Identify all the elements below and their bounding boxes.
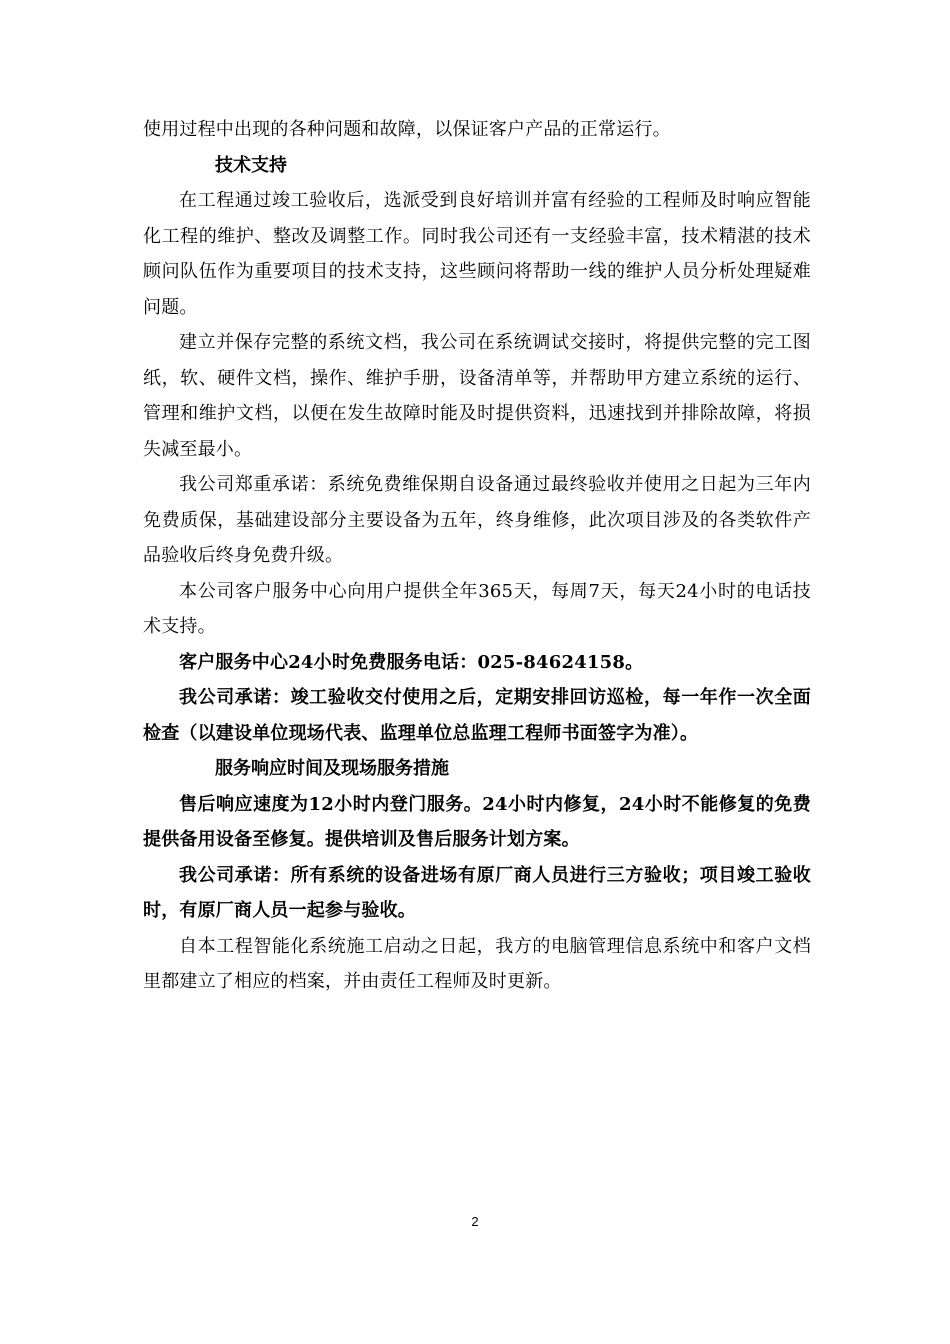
paragraph-inspection-promise: 我公司承诺：竣工验收交付使用之后，定期安排回访巡检，每一年作一次全面检查（以建设单位现场代表、监理单位总监理工程师书面签字为准）。 bbox=[143, 687, 811, 744]
paragraph-service-center: 本公司客户服务中心向用户提供全年365天，每周7天，每天24小时的电话技术支持。 bbox=[143, 580, 811, 637]
section-heading-response-time: 服务响应时间及现场服务措施 bbox=[215, 758, 449, 779]
section-heading-tech-support: 技术支持 bbox=[215, 154, 287, 176]
paragraph-tech-support: 在工程通过竣工验收后，选派受到良好培训并富有经验的工程师及时响应智能化工程的维护、整改及调整工作。同时我公司还有一支经验丰富，技术精湛的技术顾问队伍作为重要项目的技术支持，这些顾问将帮助一线的维护人员分析处理疑难问题。 bbox=[143, 190, 811, 318]
paragraph-response-speed: 售后响应速度为12小时内登门服务。24小时内修复，24小时不能修复的免费提供备用设备至修复。提供培训及售后服务计划方案。 bbox=[143, 793, 811, 850]
document-body bbox=[143, 112, 811, 1000]
paragraph-archive: 自本工程智能化系统施工启动之日起，我方的电脑管理信息系统中和客户文档里都建立了相应的档案，并由责任工程师及时更新。 bbox=[143, 935, 811, 992]
page-number: 2 bbox=[471, 1214, 479, 1229]
paragraph-hotline: 客户服务中心24小时免费服务电话：025-84624158。 bbox=[179, 651, 644, 673]
paragraph-system-docs: 建立并保存完整的系统文档，我公司在系统调试交接时，将提供完整的完工图纸，软、硬件文档，操作、维护手册，设备清单等，并帮助甲方建立系统的运行、管理和维护文档，以便在发生故障时能及时提供资料，迅速找到并排除故障，将损失减至最小。 bbox=[143, 332, 811, 460]
paragraph-warranty-promise: 我公司郑重承诺：系统免费维保期自设备通过最终验收并使用之日起为三年内免费质保，基础建设部分主要设备为五年，终身维修，此次项目涉及的各类软件产品验收后终身免费升级。 bbox=[143, 474, 811, 566]
paragraph-continuation: 使用过程中出现的各种问题和故障，以保证客户产品的正常运行。 bbox=[143, 119, 671, 140]
paragraph-acceptance-promise: 我公司承诺：所有系统的设备进场有原厂商人员进行三方验收；项目竣工验收时，有原厂商人员一起参与验收。 bbox=[143, 864, 811, 921]
